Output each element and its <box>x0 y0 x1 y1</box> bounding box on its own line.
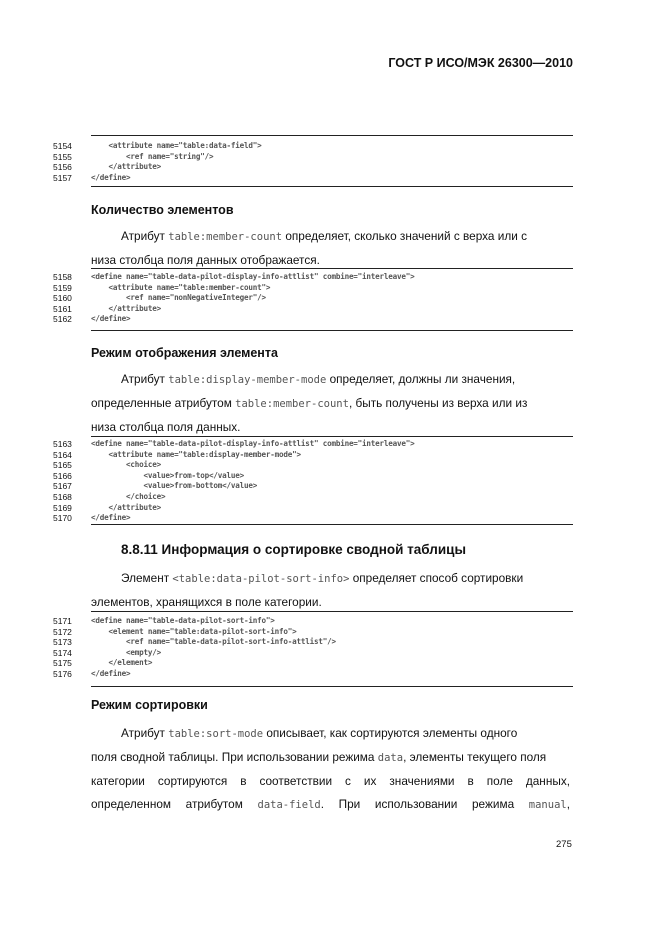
line-number: 5161 <box>53 303 72 314</box>
code-line <box>53 173 573 184</box>
text-run: определяет, должны ли значения, <box>326 372 516 386</box>
code-line <box>53 471 573 482</box>
line-number: 5165 <box>53 460 72 471</box>
section-heading: 8.8.11 Информация о сортировке сводной таблицы <box>121 542 466 557</box>
text-run: определяет, сколько значений с верха или с <box>282 229 527 243</box>
text-line: элементов, хранящихся в поле категории. <box>91 595 322 609</box>
line-number: 5154 <box>53 141 72 151</box>
code-block-top-rule <box>91 268 573 269</box>
text-run: Элемент <box>121 571 173 585</box>
code-text: <ref name="nonNegativeInteger"/> <box>91 293 266 303</box>
code-block <box>53 611 573 687</box>
text-run: Атрибут <box>121 229 169 243</box>
text-line: низа столбца поля данных. <box>91 420 241 434</box>
code-text: </attribute> <box>91 502 161 512</box>
paragraph <box>91 722 570 817</box>
code-line <box>53 460 573 471</box>
code-text: <choice> <box>91 460 161 470</box>
document-header: ГОСТ Р ИСО/МЭК 26300—2010 <box>388 56 573 70</box>
code-line <box>53 304 573 315</box>
code-line <box>53 314 573 325</box>
code-line <box>53 658 573 669</box>
code-text: </choice> <box>91 491 166 501</box>
code-line <box>53 616 573 627</box>
line-number: 5160 <box>53 293 72 304</box>
text-line: категории сортируются в соответствии с их значениями в поле данных, <box>91 774 570 788</box>
attribute-name: data-field <box>257 799 321 811</box>
code-block-bottom-rule <box>91 330 573 331</box>
line-number: 5164 <box>53 449 72 460</box>
text-run: , быть получены из верха или из <box>348 396 528 410</box>
code-text: <element name="table:data-pilot-sort-info"> <box>91 626 297 636</box>
code-text: <value>from-top</value> <box>91 470 245 480</box>
text-run: определяет способ сортировки <box>349 571 524 585</box>
text-run: . При использовании режима <box>320 797 529 811</box>
text-run: определенном атрибутом <box>91 797 258 811</box>
attribute-value: manual <box>528 799 567 811</box>
code-line <box>53 141 573 152</box>
line-number: 5170 <box>53 513 72 524</box>
line-number: 5175 <box>53 658 72 669</box>
code-line <box>53 513 573 524</box>
code-text: </attribute> <box>91 162 161 172</box>
code-text: </attribute> <box>91 303 161 313</box>
line-number: 5166 <box>53 470 72 481</box>
section-heading: Режим сортировки <box>91 698 208 712</box>
code-line <box>53 283 573 294</box>
code-line <box>53 293 573 304</box>
code-text: </define> <box>91 668 131 678</box>
code-line <box>53 450 573 461</box>
paragraph <box>91 225 570 272</box>
code-line <box>53 272 573 283</box>
code-line <box>53 648 573 659</box>
code-text: <value>from-bottom</value> <box>91 481 258 491</box>
code-block-top-rule <box>91 436 573 437</box>
code-block-bottom-rule <box>91 186 573 187</box>
code-line <box>53 492 573 503</box>
code-line <box>53 637 573 648</box>
code-text: <define name="table-data-pilot-display-info-attlist" combine="interleave"> <box>91 439 415 448</box>
code-text: </define> <box>91 172 131 182</box>
line-number: 5156 <box>53 162 72 173</box>
code-line <box>53 503 573 514</box>
code-text: </define> <box>91 314 131 324</box>
code-text: </element> <box>91 658 153 668</box>
line-number: 5158 <box>53 272 72 282</box>
attribute-name: table:member-count <box>168 231 283 243</box>
code-text: <define name="table-data-pilot-sort-info"> <box>91 616 275 625</box>
code-line <box>53 439 573 450</box>
section-heading: Режим отображения элемента <box>91 346 278 360</box>
code-line <box>53 162 573 173</box>
code-text: <attribute name="table:display-member-mode"> <box>91 449 301 459</box>
text-run: , <box>566 797 570 811</box>
code-text: <attribute name="table:member-count"> <box>91 282 271 292</box>
line-number: 5167 <box>53 481 72 492</box>
line-number: 5162 <box>53 314 72 325</box>
code-block <box>53 135 573 187</box>
code-line <box>53 627 573 638</box>
text-run: описывает, как сортируются элементы одного <box>263 726 518 740</box>
line-number: 5155 <box>53 151 72 162</box>
code-text: <define name="table-data-pilot-display-info-attlist" combine="interleave"> <box>91 272 415 281</box>
code-text: <empty/> <box>91 647 161 657</box>
code-line <box>53 152 573 163</box>
line-number: 5169 <box>53 502 72 513</box>
line-number: 5171 <box>53 616 72 626</box>
code-block <box>53 268 573 331</box>
attribute-name: table:member-count <box>235 398 349 410</box>
code-block-bottom-rule <box>91 524 573 525</box>
attribute-name: table:sort-mode <box>168 728 264 740</box>
line-number: 5157 <box>53 172 72 183</box>
text-run: определенные атрибутом <box>91 396 236 410</box>
code-block-top-rule <box>91 611 573 612</box>
code-text: </define> <box>91 513 131 523</box>
code-text: <ref name="table-data-pilot-sort-info-attlist"/> <box>91 637 336 647</box>
text-run: , элементы текущего поля <box>403 750 547 764</box>
text-line: низа столбца поля данных отображается. <box>91 253 320 267</box>
text-run: Атрибут <box>121 726 169 740</box>
section-heading: Количество элементов <box>91 203 234 217</box>
code-block <box>53 436 573 525</box>
text-run: поля сводной таблицы. При использовании режима <box>91 750 378 764</box>
code-text: <attribute name="table:data-field"> <box>91 141 262 150</box>
text-run: Атрибут <box>121 372 169 386</box>
page-number: 275 <box>556 839 572 850</box>
attribute-name: table:display-member-mode <box>168 374 327 386</box>
code-text: <ref name="string"/> <box>91 151 214 161</box>
line-number: 5172 <box>53 626 72 637</box>
element-name: <table:data-pilot-sort-info> <box>172 573 350 585</box>
line-number: 5163 <box>53 439 72 449</box>
line-number: 5174 <box>53 647 72 658</box>
paragraph <box>91 567 570 614</box>
code-line <box>53 669 573 680</box>
attribute-value: data <box>377 752 404 764</box>
line-number: 5159 <box>53 282 72 293</box>
line-number: 5168 <box>53 491 72 502</box>
line-number: 5176 <box>53 668 72 679</box>
code-line <box>53 481 573 492</box>
code-block-bottom-rule <box>91 686 573 687</box>
paragraph <box>91 368 570 439</box>
code-block-top-rule <box>91 135 573 136</box>
line-number: 5173 <box>53 637 72 648</box>
